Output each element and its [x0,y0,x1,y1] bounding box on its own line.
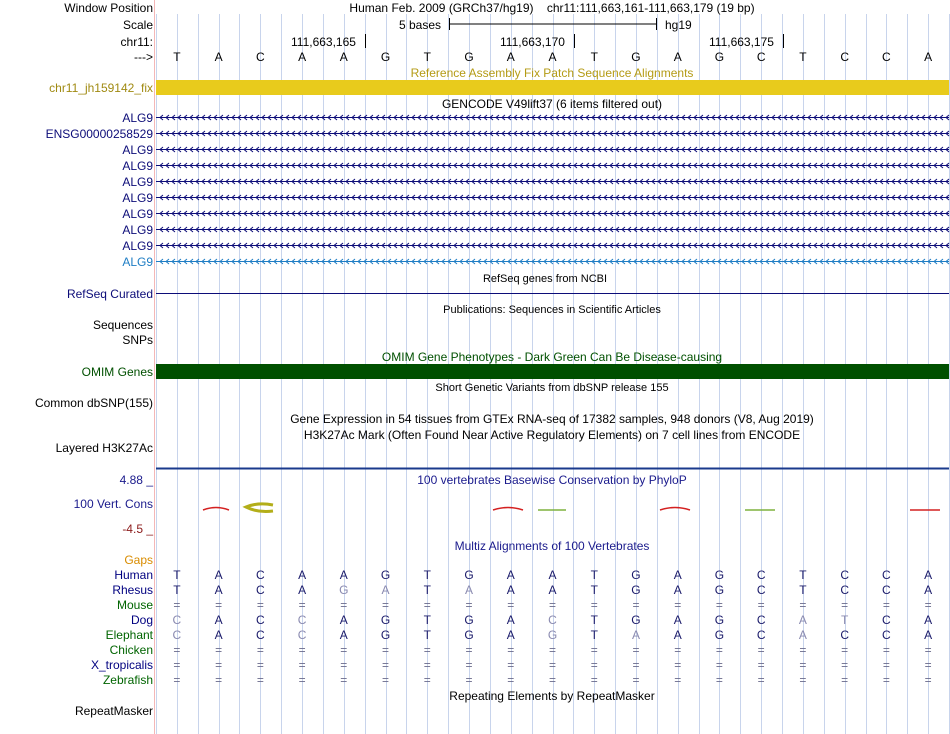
alignment-base: = [173,658,181,672]
refseq-title[interactable]: RefSeq genes from NCBI [482,273,608,285]
base-letter: T [173,50,181,64]
base-letter: T [799,50,807,64]
species-label[interactable]: Chicken [109,643,153,657]
gencode-item-label[interactable]: ALG9 [122,191,153,205]
base-letter: A [924,50,933,64]
alignment-base: C [255,583,265,597]
alignment-base: = [715,598,723,612]
dbsnp-label[interactable]: Common dbSNP(155) [34,396,153,410]
alignment-base: = [215,658,223,672]
repeatmasker-title[interactable]: Repeating Elements by RepeatMasker [449,689,655,703]
alignment-base: = [924,658,932,672]
alignment-base: T [423,613,431,627]
alignment-base: = [674,598,682,612]
species-label[interactable]: Dog [130,613,153,627]
assembly-label: hg19 [665,18,692,32]
alignment-base: T [799,583,807,597]
base-letter: C [756,50,766,64]
alignment-base: = [215,673,223,687]
alignment-base: C [756,568,766,582]
alignment-base: = [757,658,765,672]
alignment-base: = [173,598,181,612]
alignment-base: = [507,673,515,687]
alignment-base: A [798,613,807,627]
alignment-base: A [924,583,933,597]
alignment-base: C [297,613,307,627]
alignment-base: = [382,598,390,612]
alignment-base: = [507,598,515,612]
alignment-base: C [840,568,849,582]
alignment-base: T [590,568,598,582]
alignment-base: A [339,613,348,627]
gencode-item-label[interactable]: ENSG00000258529 [45,127,153,141]
alignment-base: A [506,568,515,582]
alignment-base: = [632,673,640,687]
alignment-base: = [674,658,682,672]
alignment-base: C [756,613,766,627]
alignment-base: G [380,613,391,627]
alignment-base: = [548,598,556,612]
alignment-base: = [632,658,640,672]
alignment-base: = [256,643,264,657]
alignment-base: = [841,598,849,612]
base-letter: G [631,50,641,64]
alignment-base: C [297,628,307,642]
alignment-base: A [298,583,307,597]
alignment-base: = [465,643,473,657]
alignment-base: T [799,568,807,582]
alignment-base: T [590,583,598,597]
sequences-label[interactable]: Sequences [92,318,153,332]
alignment-base: = [590,658,598,672]
alignment-base: = [757,643,765,657]
species-label[interactable]: Rhesus [112,583,153,597]
alignment-base: C [882,583,891,597]
alignment-base: = [423,673,431,687]
alignment-base: A [214,613,223,627]
alignment-base: A [506,613,515,627]
alignment-base: = [590,643,598,657]
omim-bar [156,364,949,379]
alignment-base: = [882,643,890,657]
chrom-label: chr11: [120,35,153,49]
alignment-base: C [172,628,182,642]
alignment-base: = [507,643,515,657]
alignment-base: G [714,628,725,642]
alignment-base: C [172,613,182,627]
window-position-label: Window Position [64,1,153,15]
gencode-item-label[interactable]: ALG9 [122,255,153,269]
alignment-base: T [173,568,181,582]
phylop-min-label: -4.5 _ [122,522,153,536]
tick-label: 111,663,175 [709,35,774,49]
alignment-base: = [423,598,431,612]
alignment-base: A [339,628,348,642]
alignment-base: G [464,568,474,582]
alignment-base: A [673,583,682,597]
alignment-base: G [464,628,474,642]
base-letter: G [464,50,474,64]
base-letter: G [380,50,391,64]
alignment-base: T [840,613,849,627]
gencode-item-label[interactable]: ALG9 [122,175,153,189]
alignment-base: = [173,643,181,657]
alignment-base: = [256,658,264,672]
alignment-base: T [173,583,181,597]
dbsnp-title[interactable]: Short Genetic Variants from dbSNP release 155 [435,382,669,394]
alignment-base: A [506,583,515,597]
base-letter: A [673,50,682,64]
alignment-base: = [382,673,390,687]
alignment-base: C [756,628,766,642]
alignment-base: = [674,643,682,657]
alignment-base: = [256,598,264,612]
alignment-base: C [548,613,557,627]
alignment-base: A [924,568,933,582]
alignment-base: = [465,658,473,672]
alignment-base: = [924,598,932,612]
base-letter: T [423,50,431,64]
base-letter: T [590,50,598,64]
fix-patch-title[interactable]: Reference Assembly Fix Patch Sequence Alignments [410,66,694,80]
gencode-item-label[interactable]: ALG9 [122,239,153,253]
alignment-base: G [547,628,558,642]
alignment-base: A [798,628,807,642]
alignment-base: T [423,568,431,582]
alignment-base: C [840,583,849,597]
phylop-label[interactable]: 100 Vert. Cons [73,497,153,511]
omim-title[interactable]: OMIM Gene Phenotypes - Dark Green Can Be Disease-causing [381,350,723,364]
alignment-base: = [924,673,932,687]
alignment-base: T [590,613,598,627]
phylop-bar [203,508,229,511]
species-label[interactable]: Elephant [105,628,153,642]
alignment-base: T [423,583,431,597]
species-label[interactable]: Human [114,568,153,582]
alignment-base: A [214,628,223,642]
h3k27ac-title[interactable]: H3K27Ac Mark (Often Found Near Active Regulatory Elements) on 7 cell lines from ENCODE [303,428,801,442]
alignment-base: = [882,658,890,672]
refseq-label[interactable]: RefSeq Curated [66,287,153,301]
alignment-base: = [799,673,807,687]
scale-label: Scale [122,18,153,32]
alignment-base: = [841,643,849,657]
phylop-bar [246,504,273,512]
alignment-base: A [214,583,223,597]
alignment-base: A [465,583,474,597]
alignment-base: = [298,658,306,672]
alignment-base: = [757,598,765,612]
gtex-title[interactable]: Gene Expression in 54 tissues from GTEx RNA-seq of 17382 samples, 948 donors (V8, Aug 2019) [290,412,814,426]
phylop-title[interactable]: 100 vertebrates Basewise Conservation by PhyloP [417,473,687,487]
alignment-base: C [840,628,849,642]
alignment-base: = [298,673,306,687]
base-letter: A [506,50,515,64]
alignment-base: = [548,658,556,672]
alignment-base: C [882,613,891,627]
alignment-base: A [673,628,682,642]
snps-label[interactable]: SNPs [122,333,153,347]
base-letter: A [548,50,557,64]
alignment-base: T [423,628,431,642]
alignment-base: = [799,658,807,672]
phylop-bar [660,508,690,511]
alignment-base: = [924,643,932,657]
alignment-base: G [714,583,725,597]
repeatmasker-label[interactable]: RepeatMasker [74,704,153,718]
alignment-base: C [882,628,891,642]
gencode-item-label[interactable]: ALG9 [122,223,153,237]
species-label[interactable]: Mouse [116,598,153,612]
alignment-base: = [715,673,723,687]
base-letter: C [840,50,849,64]
alignment-base: A [631,628,640,642]
alignment-base: = [507,658,515,672]
alignment-base: = [423,658,431,672]
alignment-base: T [590,628,598,642]
gaps-label[interactable]: Gaps [124,553,153,567]
tick-label: 111,663,165 [291,35,356,49]
alignment-base: C [255,568,265,582]
base-letter: G [714,50,725,64]
alignment-base: G [380,568,391,582]
multiz-title[interactable]: Multiz Alignments of 100 Vertebrates [454,539,650,553]
alignment-base: = [340,658,348,672]
alignment-base: A [214,568,223,582]
alignment-base: G [631,568,641,582]
base-letter: A [214,50,223,64]
alignment-base: = [215,598,223,612]
alignment-base: = [465,673,473,687]
base-letter: A [339,50,348,64]
alignment-base: = [841,673,849,687]
base-letter: C [882,50,891,64]
alignment-base: = [715,643,723,657]
alignment-base: = [590,598,598,612]
alignment-base: = [173,673,181,687]
alignment-base: = [256,673,264,687]
alignment-base: = [799,643,807,657]
alignment-base: = [548,643,556,657]
alignment-base: A [673,568,682,582]
gencode-item-label[interactable]: ALG9 [122,159,153,173]
h3k27ac-label[interactable]: Layered H3K27Ac [55,441,153,455]
phylop-max-label: 4.88 _ [119,473,153,487]
alignment-base: = [757,673,765,687]
position-title: Human Feb. 2009 (GRCh37/hg19) chr11:111,663,161-111,663,179 (19 bp) [349,1,755,15]
alignment-base: = [882,598,890,612]
alignment-base: = [298,598,306,612]
alignment-base: = [423,643,431,657]
omim-label[interactable]: OMIM Genes [81,365,153,379]
alignment-base: A [673,613,682,627]
alignment-base: A [924,628,933,642]
alignment-base: A [548,583,557,597]
alignment-base: = [340,643,348,657]
alignment-base: G [464,613,474,627]
alignment-base: = [632,598,640,612]
tick-label: 111,663,170 [500,35,565,49]
alignment-base: = [382,658,390,672]
alignment-base: C [882,568,891,582]
alignment-base: = [465,598,473,612]
alignment-base: A [298,568,307,582]
alignment-base: C [255,613,265,627]
gencode-item-label[interactable]: ALG9 [122,111,153,125]
alignment-base: G [714,568,725,582]
alignment-base: = [340,673,348,687]
alignment-base: C [255,628,265,642]
alignment-base: = [882,673,890,687]
gencode-title[interactable]: GENCODE V49lift37 (6 items filtered out) [441,97,663,111]
alignment-base: A [924,613,933,627]
alignment-base: A [381,583,390,597]
fix-patch-label[interactable]: chr11_jh159142_fix [49,81,153,95]
alignment-base: G [631,583,641,597]
base-letter: C [255,50,265,64]
alignment-base: A [506,628,515,642]
alignment-base: A [339,568,348,582]
alignment-base: = [548,673,556,687]
alignment-base: = [841,658,849,672]
alignment-base: G [631,613,641,627]
scale-text: 5 bases [399,18,442,32]
publications-title[interactable]: Publications: Sequences in Scientific Articles [443,304,661,316]
alignment-base: = [715,658,723,672]
alignment-base: = [799,598,807,612]
alignment-base: = [674,673,682,687]
gencode-item-label[interactable]: ALG9 [122,143,153,157]
alignment-base: = [590,673,598,687]
gencode-item-label[interactable]: ALG9 [122,207,153,221]
alignment-base: G [714,613,725,627]
species-label[interactable]: X_tropicalis [90,658,153,672]
alignment-base: G [339,583,349,597]
alignment-base: G [380,628,391,642]
alignment-base: C [756,583,766,597]
alignment-base: = [215,643,223,657]
base-letter: A [298,50,307,64]
alignment-base: = [298,643,306,657]
fix-patch-bar [156,80,949,95]
alignment-base: = [632,643,640,657]
strand-arrow-label[interactable]: ---> [134,50,153,64]
alignment-base: A [548,568,557,582]
alignment-base: = [382,643,390,657]
alignment-base: = [340,598,348,612]
phylop-bar [493,508,523,511]
species-label[interactable]: Zebrafish [102,673,153,687]
